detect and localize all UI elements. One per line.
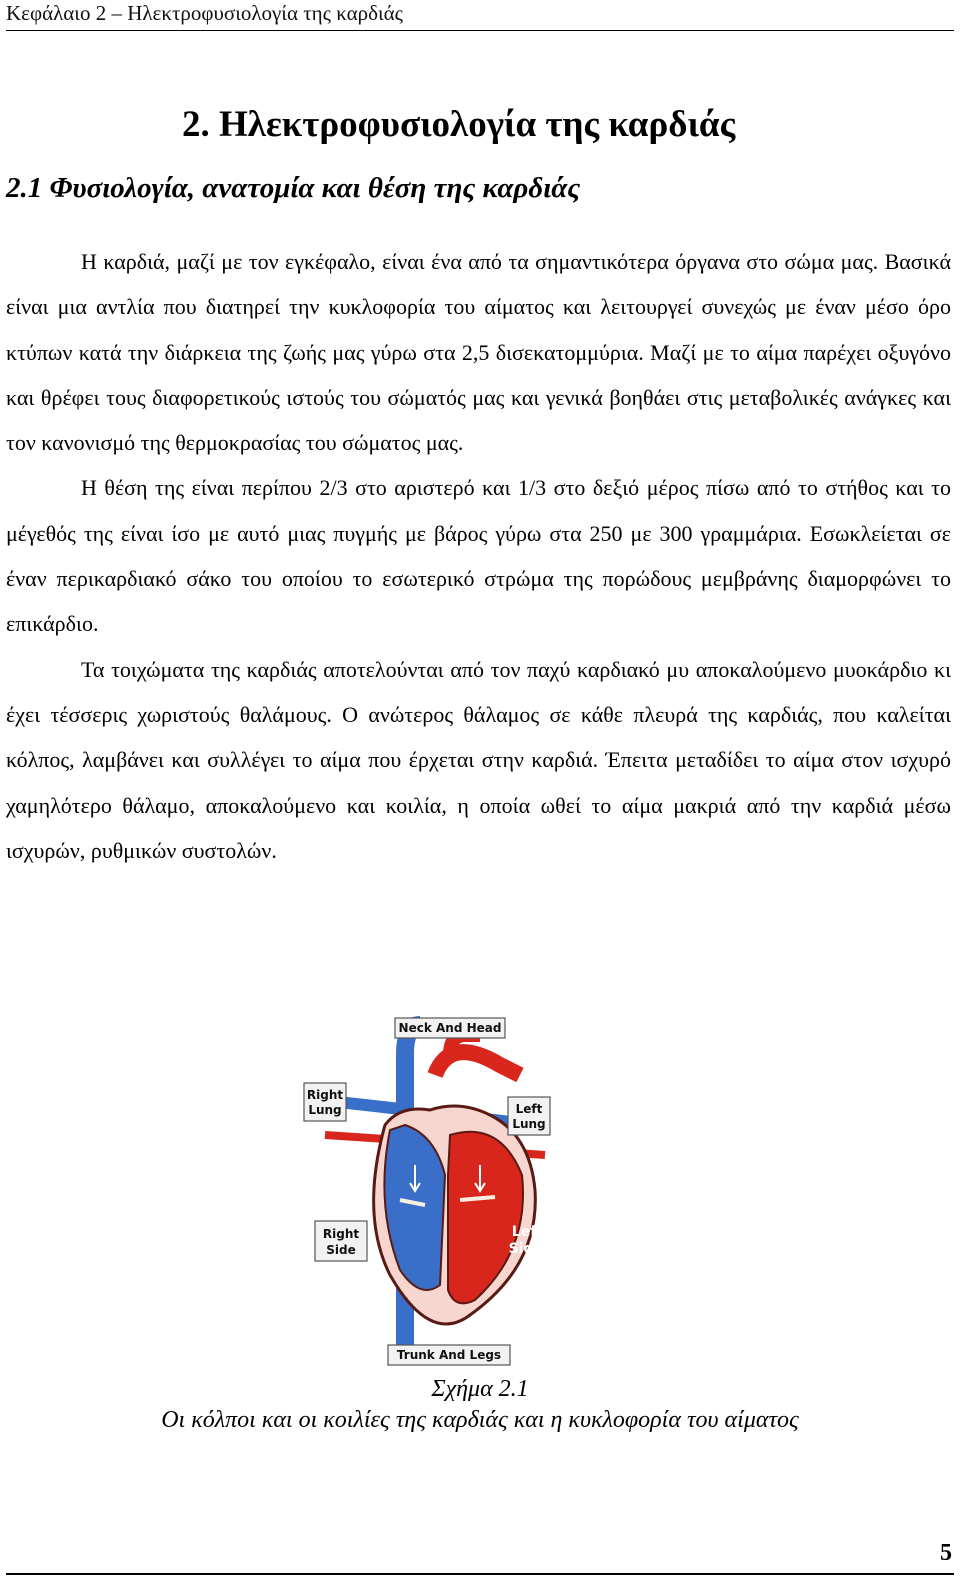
running-header: Κεφάλαιο 2 – Ηλεκτροφυσιολογία της καρδιάς (6, 0, 954, 31)
label-right-lung (304, 1083, 346, 1121)
left-heart-chambers (448, 1132, 523, 1304)
svg-text:Side: Side (326, 1243, 356, 1257)
svg-text:Neck And Head: Neck And Head (398, 1021, 502, 1035)
section-title: 2.1 Φυσιολογία, ανατομία και θέση της καρδιάς (6, 172, 581, 204)
label-left-lung-text (508, 1097, 550, 1135)
heart-diagram-figure (300, 1015, 552, 1368)
svg-text:Side: Side (508, 1241, 543, 1257)
chapter-title: 2. Ηλεκτροφυσιολογία της καρδιάς (182, 104, 736, 145)
paragraph-1: Η καρδιά, μαζί με τον εγκέφαλο, είναι ένα από τα σημαντικότερα όργανα στο σώμα μας. Βασικά είναι μια αντλία που διατηρεί την κυκλοφορία του αίματος και λειτουργεί συνεχώς με έναν μέσο όρο κτύπων κατά την διάρκεια της ζωής μας γύρω στα 2,5 δισεκατομμύρια. Μαζί με το αίμα παρέχει οξυγόνο και θρέφει τους διαφορετικούς ιστούς του σώματός μας και γενικά βοηθάει στις μεταβολικές ανάγκες και τον κανονισμό της θερμοκρασίας του σώματος μας. (6, 249, 951, 456)
svg-text:Right: Right (322, 1227, 360, 1241)
label-right-side (315, 1221, 367, 1261)
svg-text:Lung: Lung (308, 1103, 342, 1117)
paragraph-3: Τα τοιχώματα της καρδιάς αποτελούνται από τον παχύ καρδιακό μυ αποκαλούμενο μυοκάρδιο κι έχει τέσσερις χωριστούς θαλάμους. Ο ανώτερος θάλαμος σε κάθε πλευρά της καρδιάς, που καλείται κόλπος, λαμβάνει και συλλέγει το αίμα που έρχεται στην καρδιά. Έπειτα μεταδίδει το αίμα στον ισχυρό χαμηλότερο θάλαμο, αποκαλούμενο και κοιλία, η οποία ωθεί το αίμα μακριά από την καρδιά μέσω ισχυρών, ρυθμικών συστολών. (6, 656, 951, 863)
svg-text:Left: Left (515, 1102, 543, 1116)
svg-text:Right: Right (306, 1088, 344, 1102)
svg-text:Trunk And Legs: Trunk And Legs (396, 1348, 502, 1362)
label-left-side-text (509, 1224, 544, 1257)
label-neck-and-head (395, 1018, 505, 1038)
page-number: 5 (940, 1540, 952, 1566)
body-text (6, 239, 951, 873)
footer-rule (6, 1573, 954, 1575)
heart-diagram (300, 1015, 552, 1368)
label-trunk-and-legs (388, 1345, 510, 1365)
aorta (435, 1052, 520, 1075)
figure-caption-number: Σχήμα 2.1 (431, 1376, 529, 1402)
paragraph-2: Η θέση της είναι περίπου 2/3 στο αριστερό και 1/3 στο δεξιό μέρος πίσω από το στήθος και το μέγεθός της είναι ίσο με αυτό μιας πυγμής με βάρος γύρω στα 250 με 300 γραμμάρια. Εσωκλείεται σε έναν περικαρδιακό σάκο του οποίου το εσωτερικό στρώμα της πορώδους μεμβράνης διαμορφώνει το επικάρδιο. (6, 475, 951, 637)
svg-text:Lung: Lung (512, 1117, 546, 1131)
svg-text:Left: Left (511, 1224, 543, 1240)
figure-caption-text: Οι κόλποι και οι κοιλίες της καρδιάς και η κυκλοφορία του αίματος (161, 1407, 799, 1433)
